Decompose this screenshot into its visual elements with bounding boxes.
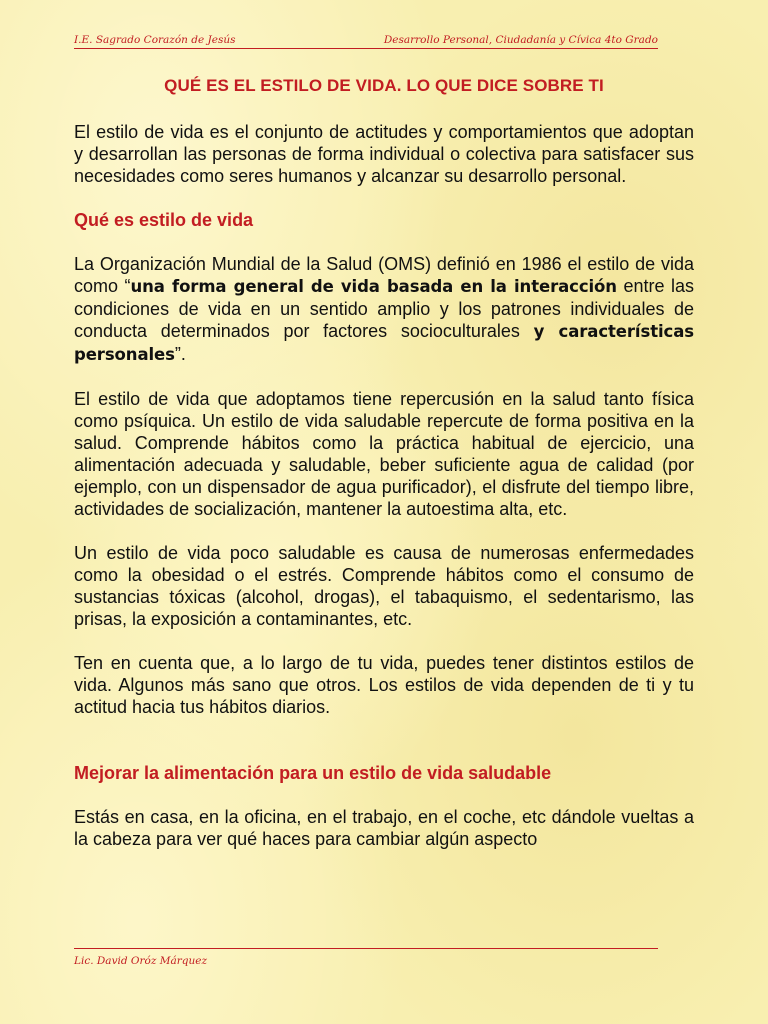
- footer-rule: [74, 948, 658, 949]
- paragraph-spacer: [74, 520, 694, 542]
- document-body: [74, 121, 694, 850]
- paragraph-spacer: [74, 784, 694, 806]
- header-course: Desarrollo Personal, Ciudadanía y Cívica 4to Grado: [383, 34, 658, 46]
- paragraph-poco-saludable: Un estilo de vida poco saludable es causa de numerosas enfermedades como la obesidad o el estrés. Comprende hábitos como el consumo de sustancias tóxicas (alcohol, drogas), el tabaquismo, el sedentarismo, las prisas, la exposición a contaminantes, etc.: [74, 543, 694, 629]
- paragraph-spacer: [74, 366, 694, 388]
- paragraph-spacer: [74, 630, 694, 652]
- footer-author: Lic. David Oróz Márquez: [74, 955, 207, 967]
- paragraph-oms-quote-1: una forma general de vida basada en la interacción: [130, 277, 617, 296]
- page-header: [74, 34, 658, 52]
- header-school: I.E. Sagrado Corazón de Jesús: [74, 34, 236, 46]
- header-rule: [74, 48, 658, 49]
- paragraph-definition: El estilo de vida es el conjunto de actitudes y comportamientos que adoptan y desarrollan las personas de forma individual o colectiva para satisfacer sus necesidades como seres humanos y alcanzar su desarrollo personal.: [74, 122, 694, 186]
- document-title: QUÉ ES EL ESTILO DE VIDA. LO QUE DICE SOBRE TI: [164, 76, 604, 95]
- page-footer: [74, 948, 658, 967]
- paragraph-spacer: [74, 231, 694, 253]
- section-heading-que-es: Qué es estilo de vida: [74, 210, 254, 230]
- paragraph-oms-start: La Organización Mundial de la Salud (OMS) definió en 1986 el estilo de vida como “: [74, 254, 694, 296]
- paragraph-oms-middle: entre las condiciones de vida en un sentido amplio y los patrones individuales de conducta determinados por factores socioculturales: [74, 276, 694, 341]
- paragraph-salud: El estilo de vida que adoptamos tiene repercusión en la salud tanto física como psíquica. Un estilo de vida saludable repercute de forma positiva en la salud. Comprende hábitos como la práctica habitual de ejercicio, una alimentación adecuada y saludable, beber suficiente agua de calidad (por ejemplo, con un dispensador de agua purificador), el disfrute del tiempo libre, actividades de socialización, mantener la autoestima alta, etc.: [74, 389, 694, 519]
- paragraph-oms-quote-2: y características personales: [74, 322, 694, 364]
- section-heading-mejorar-alimentacion: Mejorar la alimentación para un estilo de vida saludable: [74, 763, 552, 783]
- paragraph-spacer: [74, 187, 694, 209]
- paragraph-spacer: [74, 718, 694, 740]
- paragraph-spacer: [74, 740, 694, 762]
- paragraph-ten-en-cuenta: Ten en cuenta que, a lo largo de tu vida, puedes tener distintos estilos de vida. Algunos más sano que otros. Los estilos de vida dependen de ti y tu actitud hacia tus hábitos diarios.: [74, 653, 694, 717]
- paragraph-estas-en-casa: Estás en casa, en la oficina, en el trabajo, en el coche, etc dándole vueltas a la cabeza para ver qué haces para cambiar algún aspecto: [74, 807, 694, 849]
- paragraph-oms-end: ”.: [174, 344, 186, 364]
- paragraph-oms: [74, 253, 694, 366]
